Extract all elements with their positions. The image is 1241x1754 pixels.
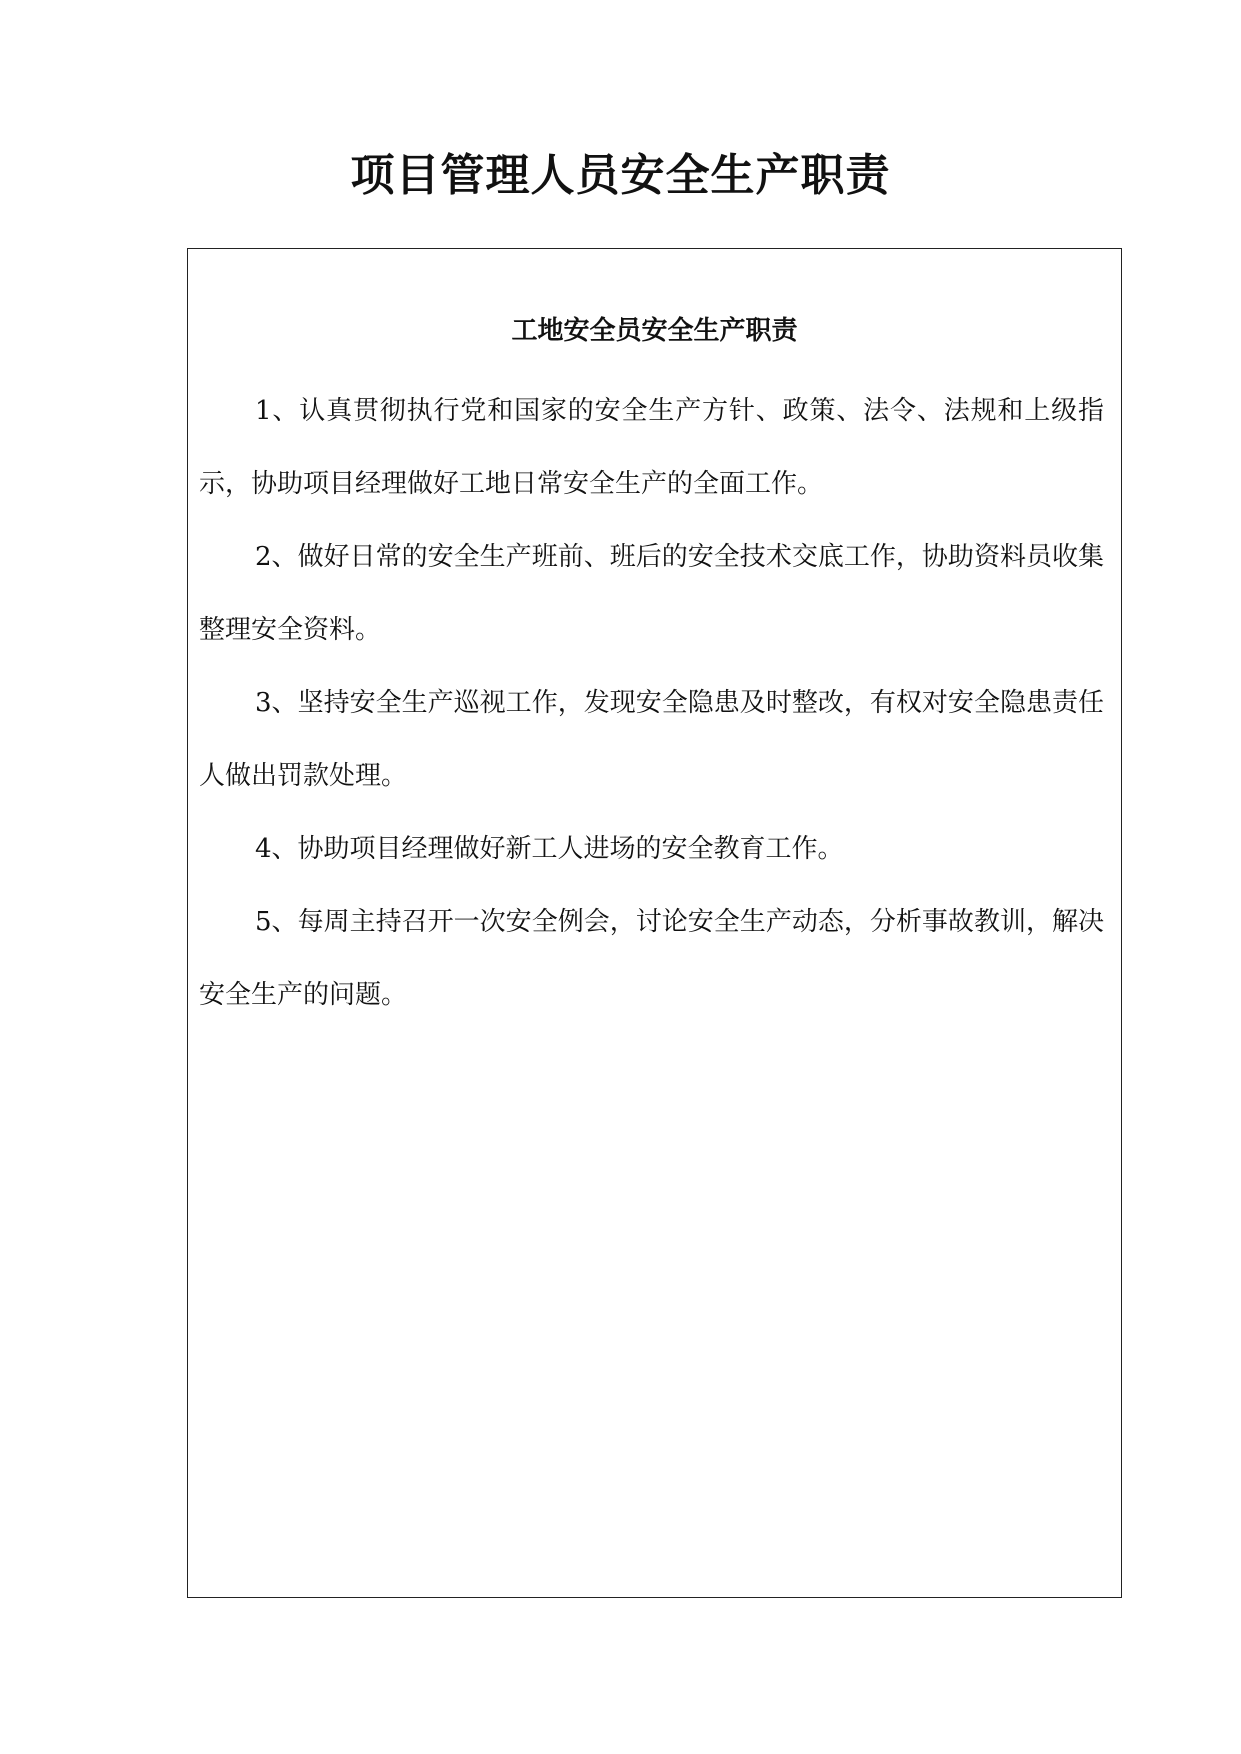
clause-item-1: 1、认真贯彻执行党和国家的安全生产方针、政策、法令、法规和上级指示，协助项目经理做好工地日常安全生产的全面工作。 xyxy=(199,396,1104,499)
clause-item-5: 5、每周主持召开一次安全例会，讨论安全生产动态，分析事故教训，解决安全生产的问题。 xyxy=(199,907,1104,1010)
section-title: 工地安全员安全生产职责 xyxy=(511,316,798,346)
clause-item-2: 2、做好日常的安全生产班前、班后的安全技术交底工作，协助资料员收集整理安全资料。 xyxy=(199,542,1104,645)
clause-item-4: 4、协助项目经理做好新工人进场的安全教育工作。 xyxy=(255,834,844,864)
duties-frame xyxy=(187,248,1122,1598)
clause-list xyxy=(199,375,1104,1032)
page-title: 项目管理人员安全生产职责 xyxy=(350,150,891,201)
clause-item-3: 3、坚持安全生产巡视工作，发现安全隐患及时整改，有权对安全隐患责任人做出罚款处理。 xyxy=(199,688,1104,791)
